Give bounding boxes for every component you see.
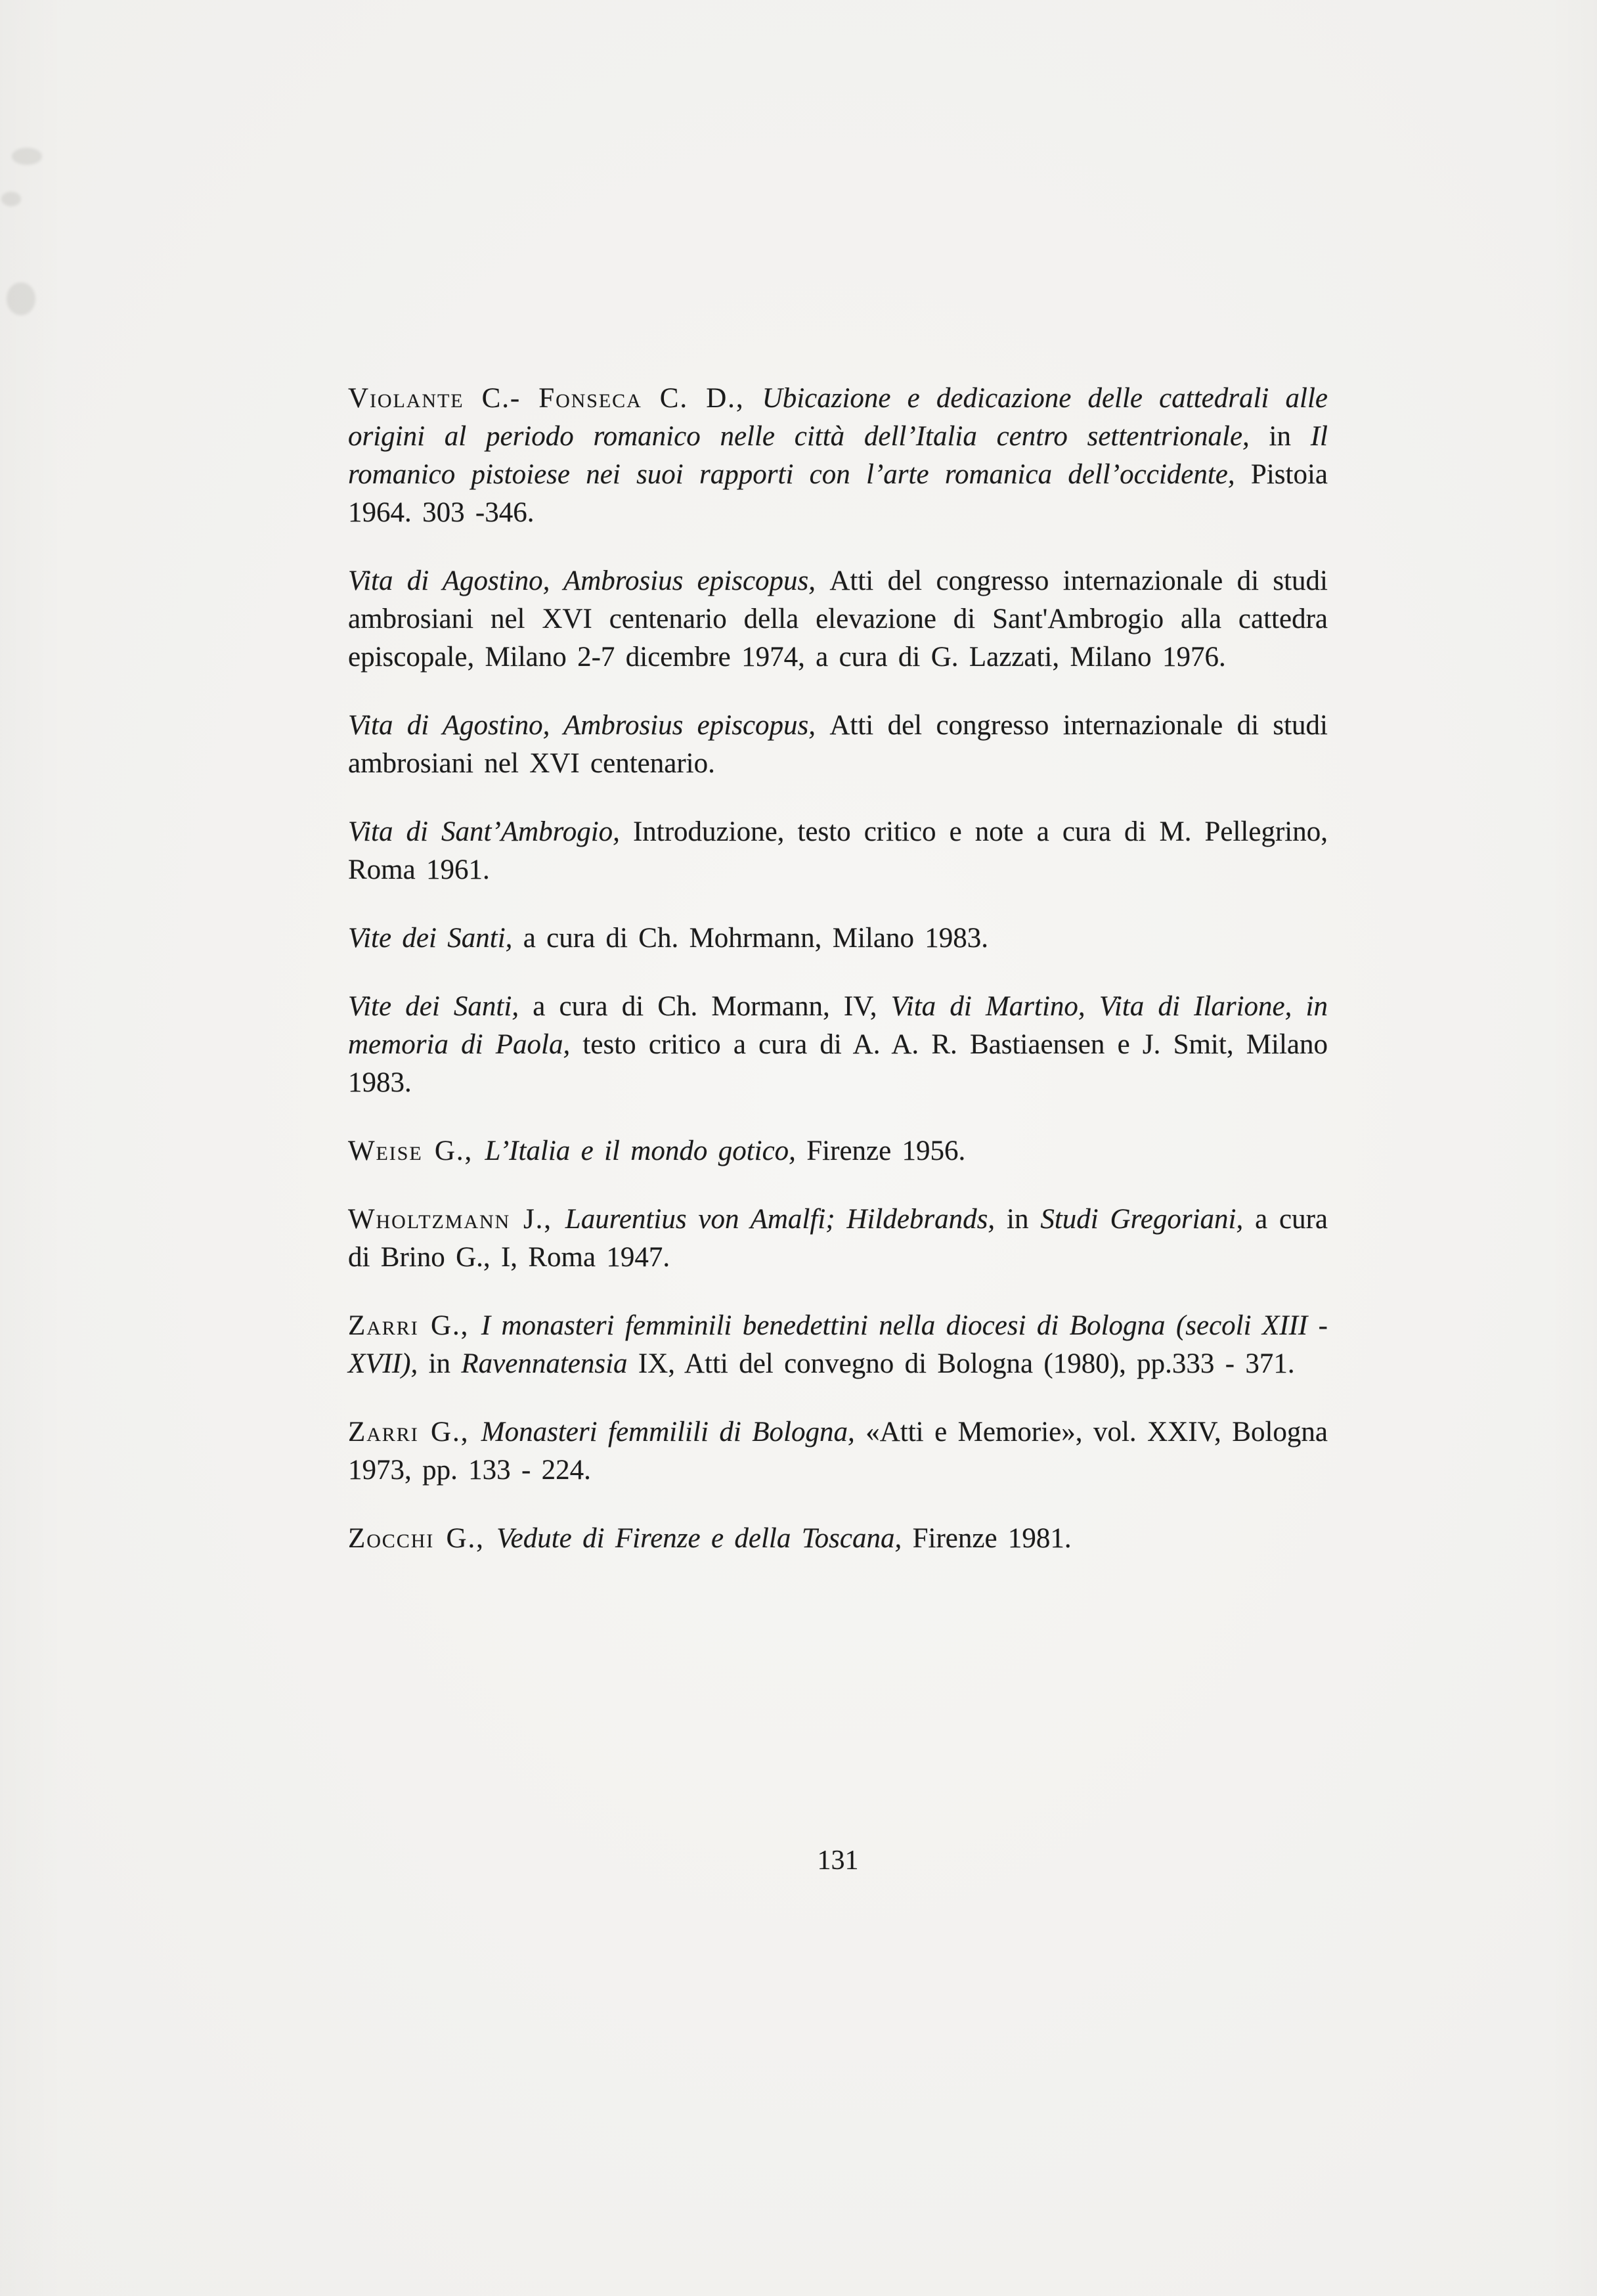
entry-segment-i: L’Italia e il mondo gotico, bbox=[485, 1136, 807, 1166]
entry-segment-r: a cura di Ch. Mohrmann, Milano 1983. bbox=[523, 923, 989, 954]
entry-segment-r: Introduzione, testo critico e note a cura di M. Pellegrino, Roma 1961. bbox=[348, 816, 1328, 885]
entry-segment-r: in bbox=[1269, 421, 1311, 452]
entry-segment-r: «Atti e Memorie», vol. XXIV, Bologna 1973, pp. 133 - 224. bbox=[348, 1417, 1328, 1486]
entry-segment-r: Pistoia 1964. 303 -346. bbox=[348, 459, 1328, 528]
entry-segment-sc: Zocchi G., bbox=[348, 1523, 497, 1554]
entry-segment-r: a cura di Ch. Mormann, IV, bbox=[533, 991, 891, 1022]
entry-segment-r: testo critico a cura di A. A. R. Bastiaensen e J. Smit, Milano 1983. bbox=[348, 1029, 1328, 1098]
entry-segment-i: Vite dei Santi, bbox=[348, 923, 523, 954]
entry-segment-sc: Weise G., bbox=[348, 1136, 485, 1166]
scan-artifact bbox=[7, 282, 35, 315]
entry-segment-i: Vita di Sant’Ambrogio, bbox=[348, 816, 633, 847]
bibliography-entry bbox=[348, 562, 1328, 676]
entry-segment-i: Ravennatensia bbox=[461, 1348, 638, 1379]
entry-segment-i: Vedute di Firenze e della Toscana, bbox=[496, 1523, 913, 1554]
entry-segment-i: Vita di Agostino, Ambrosius episcopus, bbox=[348, 565, 830, 596]
entry-segment-i: Monasteri femmilili di Bologna, bbox=[481, 1417, 866, 1447]
entry-segment-r: Firenze 1956. bbox=[806, 1136, 966, 1166]
page-number: 131 bbox=[817, 1845, 859, 1876]
bibliography-entry bbox=[348, 707, 1328, 783]
bibliography-entry bbox=[348, 1132, 1328, 1170]
bibliography-list bbox=[348, 380, 1328, 1588]
scan-artifact bbox=[1, 192, 21, 206]
entry-segment-i: I monasteri femminili benedettini nella diocesi di Bologna (secoli XIII - XVII), bbox=[348, 1310, 1328, 1379]
entry-segment-sc: Violante C.- Fonseca C. D., bbox=[348, 383, 762, 414]
bibliography-entry bbox=[348, 1520, 1328, 1558]
entry-segment-sc: Wholtzmann J., bbox=[348, 1204, 565, 1235]
bibliography-entry bbox=[348, 813, 1328, 889]
scan-artifact bbox=[12, 148, 42, 165]
entry-segment-i: Vita di Agostino, Ambrosius episcopus, bbox=[348, 710, 830, 741]
entry-segment-i: Studi Gregoriani, bbox=[1040, 1204, 1256, 1235]
entry-segment-sc: Zarri G., bbox=[348, 1310, 481, 1341]
entry-segment-sc: Zarri G., bbox=[348, 1417, 481, 1447]
entry-segment-i: Vite dei Santi, bbox=[348, 991, 533, 1022]
bibliography-entry bbox=[348, 919, 1328, 958]
entry-segment-r: Firenze 1981. bbox=[912, 1523, 1072, 1554]
entry-segment-i: Il romanico pistoiese nei suoi rapporti con l’arte romanica dell’occidente, bbox=[348, 421, 1328, 490]
entry-segment-r: in bbox=[428, 1348, 462, 1379]
bibliography-entry bbox=[348, 1307, 1328, 1383]
bibliography-entry bbox=[348, 380, 1328, 532]
entry-segment-r: IX, Atti del convegno di Bologna (1980), pp.333 - 371. bbox=[638, 1348, 1295, 1379]
bibliography-entry bbox=[348, 988, 1328, 1102]
entry-segment-r: in bbox=[1007, 1204, 1041, 1235]
entry-segment-i: Laurentius von Amalfi; Hildebrands, bbox=[565, 1204, 1007, 1235]
entry-segment-i: Vita di Martino, Vita di Ilarione, in memoria di Paola, bbox=[348, 991, 1328, 1060]
entry-segment-i: Ubicazione e dedicazione delle cattedrali alle origini al periodo romanico nelle città dell’Italia centro settentrionale, bbox=[348, 383, 1328, 452]
entry-segment-r: Atti del congresso internazionale di studi ambrosiani nel XVI centenario della elevazione di Sant'Ambrogio alla cattedra episcopale, Milano 2-7 dicembre 1974, a cura di G. Lazzati, Milano 1976. bbox=[348, 565, 1328, 673]
entry-segment-r: Atti del congresso internazionale di studi ambrosiani nel XVI centenario. bbox=[348, 710, 1328, 779]
bibliography-entry bbox=[348, 1413, 1328, 1490]
entry-segment-r: a cura di Brino G., I, Roma 1947. bbox=[348, 1204, 1328, 1273]
bibliography-entry bbox=[348, 1201, 1328, 1277]
